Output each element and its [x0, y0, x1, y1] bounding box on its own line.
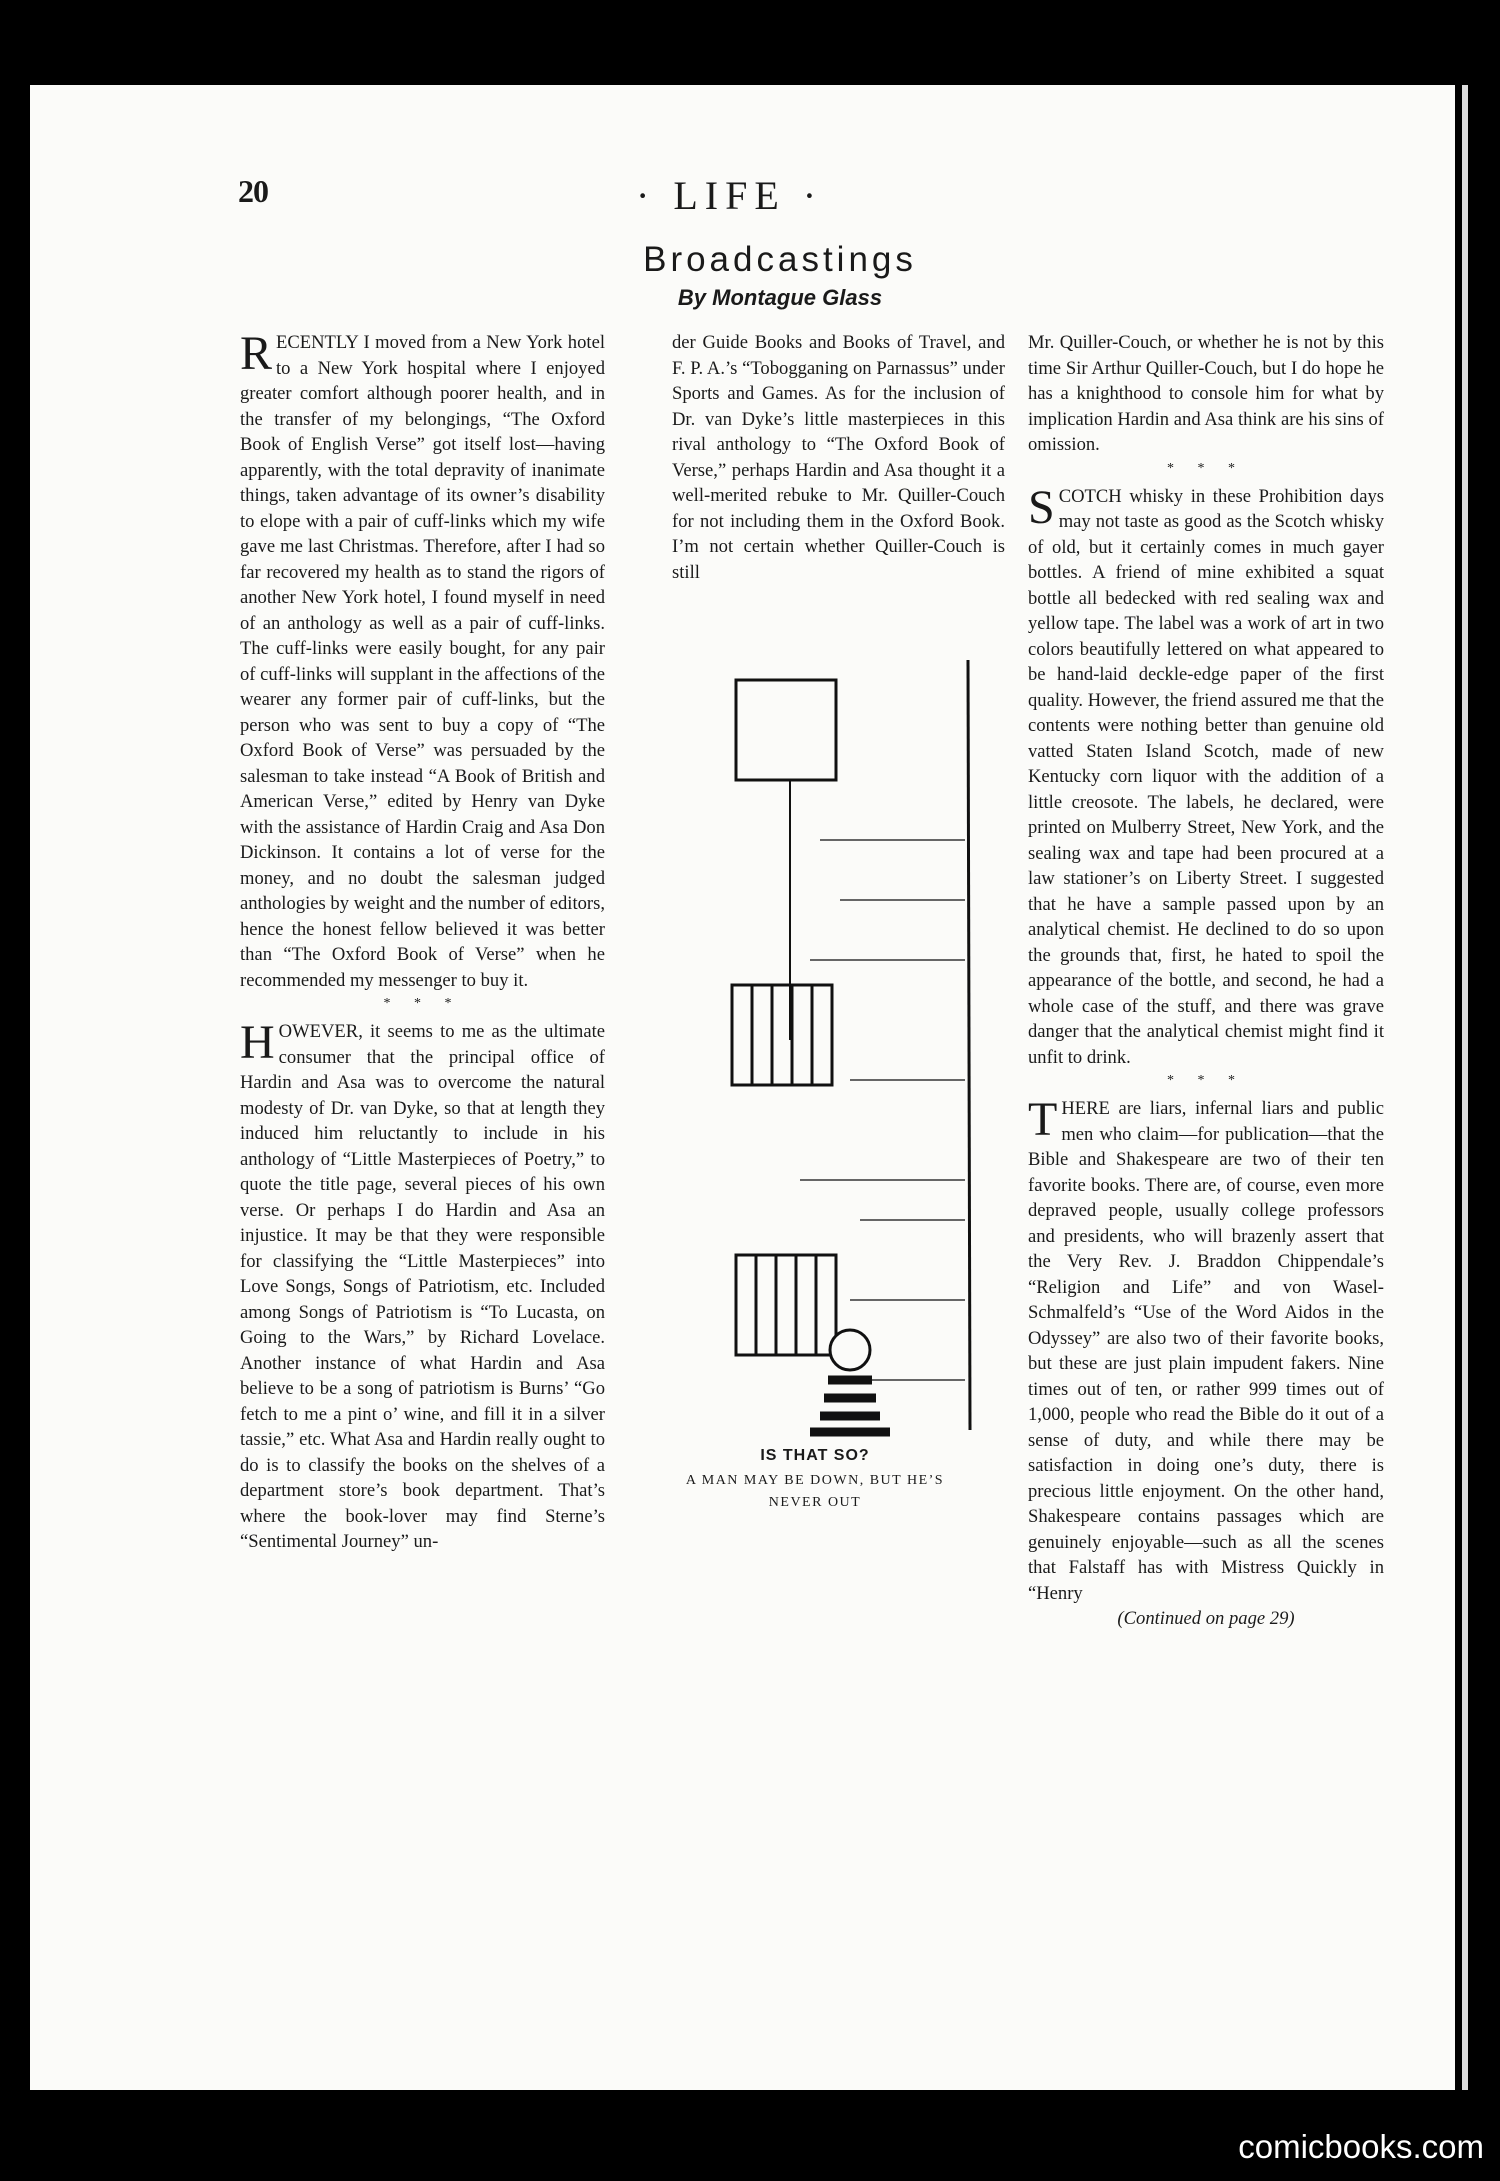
cartoon-caption-text: [650, 1470, 980, 1514]
window-lower-box: [736, 1255, 836, 1355]
paragraph-2: [240, 1016, 605, 1555]
next-page-edge: [1462, 85, 1468, 2090]
article-byline: By Montague Glass: [677, 285, 883, 310]
drop-cap: T: [1028, 1093, 1058, 1146]
barred-window-upper: [732, 985, 832, 1085]
site-watermark: comicbooks.com: [1238, 2128, 1484, 2165]
column-1: [240, 327, 605, 1555]
drop-cap: S: [1028, 480, 1055, 534]
paragraph-4: [1028, 1093, 1384, 1606]
section-divider: * * *: [1167, 1073, 1245, 1088]
drop-cap: R: [240, 327, 273, 380]
cartoon-illustration: [700, 660, 990, 1440]
section-divider: * * *: [383, 996, 462, 1011]
paragraph-text: OWEVER, it seems to me as the ultimate consumer that the principal office of Hardin and Asa was to overcome the natural modesty of Dr. van Dyke, so that at length they induced him reluctantly to include in his anthology of “Little Masterpieces of Poetry,” to quote the title page, several pieces of his own verse. Or perhaps I do Hardin and Asa an injustice. It may be that they were responsible for classifying the “Little Masterpieces” into Love Songs, Songs of Patriotism, etc. Included among Songs of Patriotism is “To Lucasta, on Going to the Wars,” by Richard Lovelace. Another instance of what Hardin and Asa believe to be a song of patriotism is Burns’ “Go fetch to me a pint o’ wine, and fill it in a silver tassie,” etc. What Asa and Hardin really ought to do is to classify the books on the shelves of a department store’s book department. That’s where the book-lover may find Sterne’s “Sentimental Journey” un-: [240, 1021, 605, 1552]
cartoon-caption-line: NEVER OUT: [768, 1495, 862, 1510]
column-3: [1028, 330, 1384, 1632]
paragraph-text: HERE are liars, infernal liars and public men who claim—for publication—that the Bible and Shakespeare are two of their ten favorite books. There are, of course, even more depraved people, usually college professors and presidents, who will brazenly assert that the Very Rev. J. Braddon Chippendale’s “Religion and Life” and von Wasel-Schmalfeld’s “Use of the Word Aidos in the Odyssey” are also two of their favorite books, but these are just plain impudent fakers. Nine times out of ten, or rather 999 times out of 1,000, people who read the Bible do it out of a sense of duty, and while there may be satisfaction in doing one’s duty, there is precious little enjoyment. On the other hand, Shakespeare contains passages which are genuinely enjoyable—such as all the scenes that Falstaff has with Mistress Quickly in “Henry: [1028, 1098, 1384, 1604]
stone-wall-lines: [800, 840, 965, 1380]
masthead: · LIFE ·: [636, 173, 824, 218]
cartoon-caption-title: IS THAT SO?: [760, 1447, 870, 1464]
continued-notice: (Continued on page 29): [1117, 1608, 1295, 1629]
section-divider: * * *: [1167, 460, 1245, 476]
wall-edge: [968, 660, 970, 1430]
article-title: Broadcastings: [643, 240, 917, 279]
drop-cap: H: [240, 1016, 275, 1069]
paragraph-text: ECENTLY I moved from a New York hotel to a New York hospital where I enjoyed greater comfort although poorer health, and in the transfer of my belongings, “The Oxford Book of English Verse” got itself lost—having apparently, with the total depravity of inanimate things, taken advantage of its owner’s disability to elope with a pair of cuff-links which my wife gave me last Christmas. Therefore, after I had so far recovered my health as to stand the rigors of another New York hotel, I found myself in need of an anthology as well as a pair of cuff-links. The cuff-links were easily bought, for any pair of cuff-links will supplant in the affections of the wearer any former pair of cuff-links, but the person who was sent to buy a copy of “The Oxford Book of Verse” was persuaded by the salesman to take instead “A Book of British and American Verse,” edited by Henry van Dyke with the assistance of Hardin Craig and Asa Don Dickinson. It contains a lot of verse for the money, and no doubt the salesman judged anthologies by weight and the number of editors, hence the honest fellow believed it was better than “The Oxford Book of Verse” when he recommended my messenger to buy it.: [240, 332, 605, 991]
column-2: [672, 330, 1005, 585]
paragraph-2-end: Mr. Quiller-Couch, or whether he is not by this time Sir Arthur Quiller-Couch, but I do hope he has a knighthood to console him for what by implication Hardin and Asa think are his sins of omission.: [1028, 332, 1384, 455]
hanging-sheet: [736, 680, 836, 780]
paragraph-1: [240, 327, 605, 993]
paragraph-3: [1028, 480, 1384, 1071]
paragraph-text: COTCH whisky in these Prohibition days may not taste as good as the Scotch whisky of old, but it certainly comes in much gayer bottles. A friend of mine exhibited a squat bottle all bedecked with red sealing wax and yellow tape. The label was a work of art in two colors beautifully lettered on what appeared to be hand-laid deckle-edge paper of the first quality. However, the friend assured me that the contents were nothing better than genuine old vatted Staten Island Scotch, made of new Kentucky corn liquor with the addition of a little creosote. The labels, he declared, were printed on Mulberry Street, New York, and the sealing wax and tape had been procured at a law stationer’s on Liberty Street. I suggested that he have a sample passed upon by an analytical chemist. He declined to do so upon the grounds that, first, he hated to spoil the appearance of the bottle, and second, he had a whole case of the stuff, and there was grave danger that the analytical chemist might find it unfit to drink.: [1028, 485, 1384, 1068]
paragraph-2-continued: der Guide Books and Books of Travel, and F. P. A.’s “Tobogganing on Parnassus” under Sports and Games. As for the inclusion of Dr. van Dyke’s little masterpieces in this rival anthology to “The Oxford Book of Verse,” perhaps Hardin and Asa thought it a well-merited rebuke to Mr. Quiller-Couch for not including them in the Oxford Book. I’m not certain whether Quiller-Couch is still: [672, 332, 1005, 583]
cartoon-caption-line: A MAN MAY BE DOWN, BUT HE’S: [685, 1473, 945, 1488]
page-number: 20: [238, 173, 268, 209]
